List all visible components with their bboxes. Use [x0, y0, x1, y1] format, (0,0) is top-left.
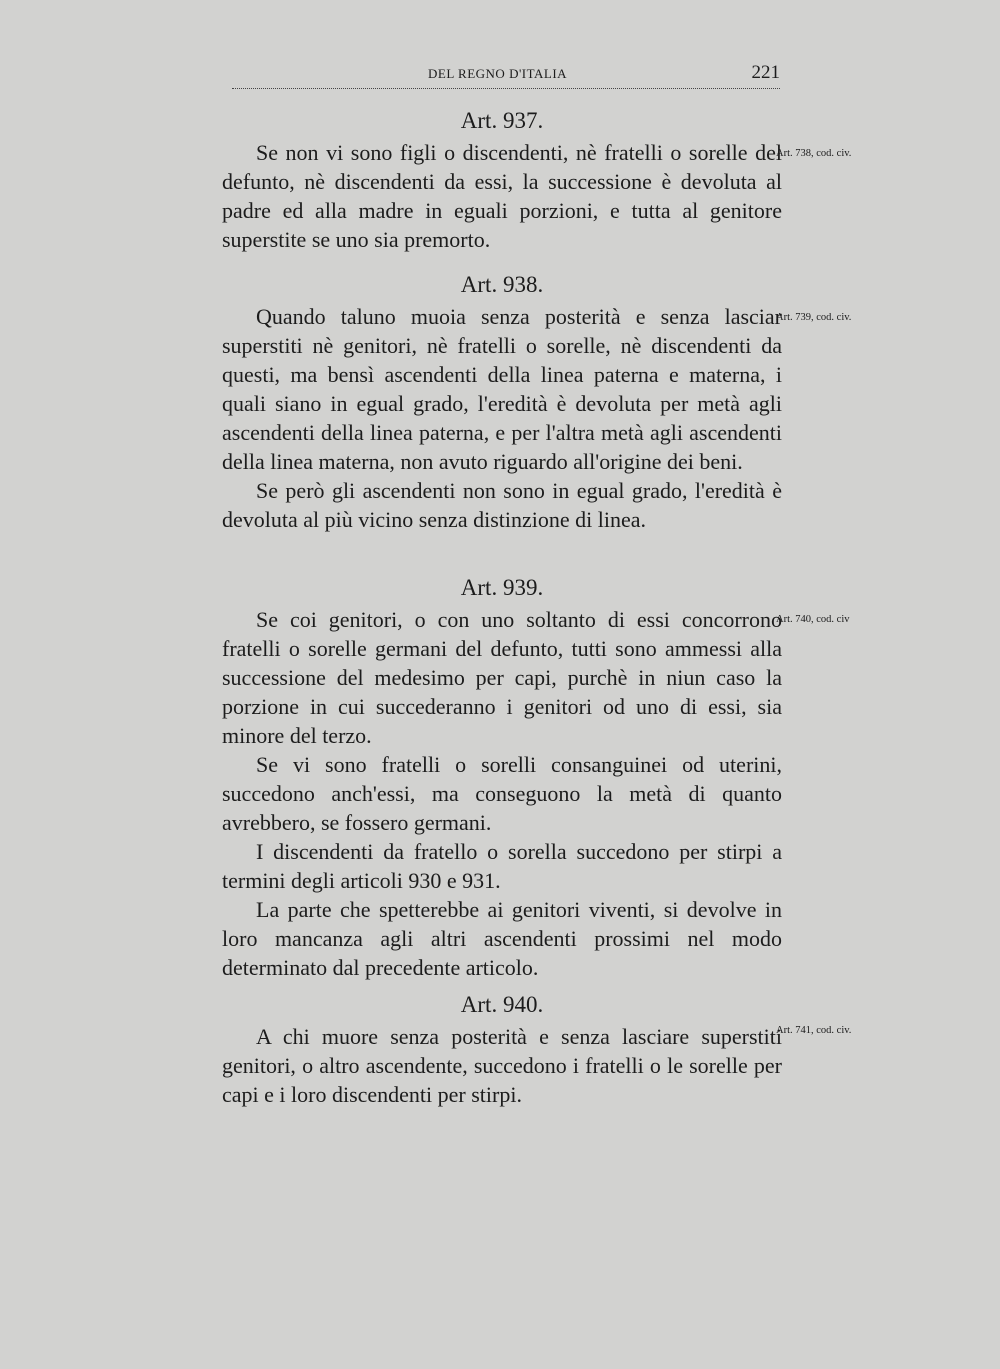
running-title: DEL REGNO D'ITALIA — [428, 66, 568, 81]
article-paragraph: Se vi sono fratelli o sorelli consanguinei od uterini, succedono anch'essi, ma conseguono la metà di quanto avrebbero, se fossero germani. — [222, 752, 782, 835]
margin-note: Art. 741, cod. civ. — [776, 1025, 852, 1036]
article-938 — [222, 270, 782, 534]
article-paragraph: Quando taluno muoia senza posterità e senza lasciar superstiti nè genitori, nè fratelli o sorelle, nè discendenti da questi, ma bensì ascendenti della linea paterna e materna, i quali siano in egual grado, l'eredità è devoluta per metà agli ascendenti della linea paterna, e per l'altra metà agli ascendenti della linea materna, non avuto riguardo all'origine dei beni. — [222, 304, 782, 474]
article-939 — [222, 573, 782, 982]
page-header — [232, 58, 780, 89]
article-heading: Art. 938. — [460, 272, 544, 297]
article-paragraph: Se non vi sono figli o discendenti, nè fratelli o sorelle del defunto, nè discendenti da essi, la successione è devoluta al padre ed alla madre in eguali porzioni, e tutta al genitore superstite se uno sia premorto. — [222, 140, 782, 252]
article-937 — [222, 106, 782, 254]
page-number: 221 — [751, 62, 780, 83]
article-paragraph: A chi muore senza posterità e senza lasciare superstiti genitori, o altro ascendente, succedono i fratelli o le sorelle per capi e i loro discendenti per stirpi. — [222, 1024, 782, 1107]
margin-note: Art. 739, cod. civ. — [776, 312, 852, 323]
article-heading: Art. 939. — [460, 575, 544, 600]
article-paragraph: I discendenti da fratello o sorella succedono per stirpi a termini degli articoli 930 e 931. — [222, 839, 782, 893]
margin-note: Art. 738, cod. civ. — [776, 148, 852, 159]
margin-note: Art. 740, cod. civ — [776, 614, 850, 625]
article-paragraph: Se però gli ascendenti non sono in egual grado, l'eredità è devoluta al più vicino senza distinzione di linea. — [222, 478, 782, 532]
article-paragraph: Se coi genitori, o con uno soltanto di essi concorrono fratelli o sorelle germani del defunto, tutti sono ammessi alla successione del medesimo per capi, purchè in niun caso la porzione in cui succederanno i genitori od uno di essi, sia minore del terzo. — [222, 607, 782, 748]
article-paragraph: La parte che spetterebbe ai genitori viventi, si devolve in loro mancanza agli altri ascendenti prossimi nel modo determinato dal precedente articolo. — [222, 897, 782, 980]
article-heading: Art. 937. — [460, 108, 544, 133]
article-940 — [222, 990, 782, 1109]
article-heading: Art. 940. — [460, 992, 544, 1017]
